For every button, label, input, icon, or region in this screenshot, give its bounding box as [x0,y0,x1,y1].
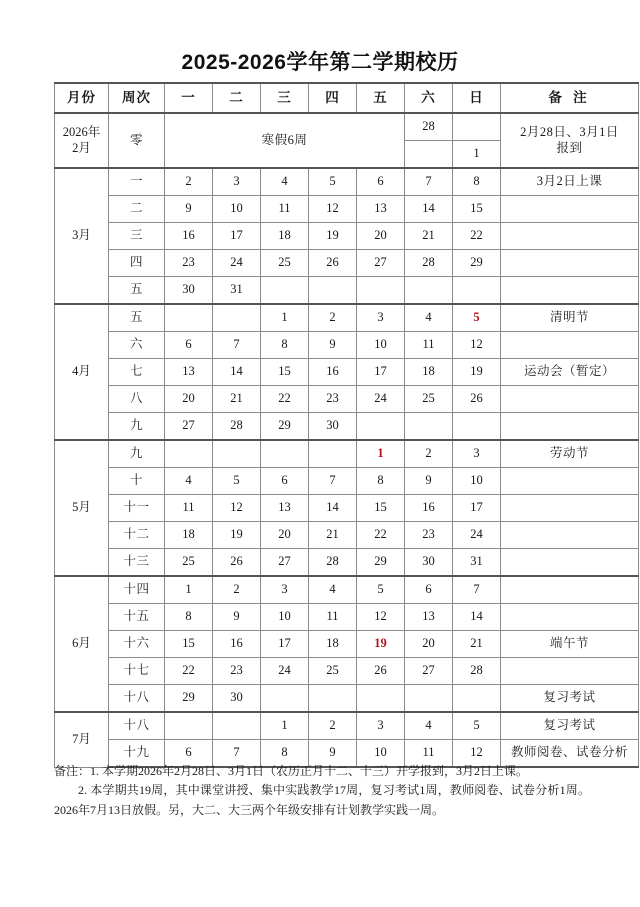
day-cell-thursday: 16 [309,359,357,386]
day-cell-sunday: 1 [453,141,501,169]
remark-cell: 教师阅卷、试卷分析 [501,740,639,768]
day-cell-friday [357,413,405,441]
day-cell-tuesday: 7 [213,740,261,768]
day-cell-thursday [309,440,357,468]
day-cell-tuesday: 30 [213,685,261,713]
table-row [55,685,639,713]
week-number: 四 [109,250,165,277]
remark-cell [501,549,639,577]
day-cell-saturday: 13 [405,604,453,631]
day-cell-wednesday: 15 [261,359,309,386]
column-header-week: 周次 [109,83,165,113]
table-row [55,576,639,604]
day-cell-monday: 22 [165,658,213,685]
week-number: 一 [109,168,165,196]
day-cell-sunday [453,277,501,305]
day-cell-sunday: 3 [453,440,501,468]
day-cell-thursday [309,685,357,713]
day-cell-monday: 16 [165,223,213,250]
day-cell-saturday: 16 [405,495,453,522]
week-number: 九 [109,440,165,468]
table-row [55,250,639,277]
table-row [55,522,639,549]
day-cell-saturday [405,685,453,713]
day-cell-sunday: 17 [453,495,501,522]
day-cell-friday: 22 [357,522,405,549]
table-row [55,549,639,577]
footer-notes [54,762,590,820]
day-cell-saturday: 9 [405,468,453,495]
day-cell-tuesday: 2 [213,576,261,604]
day-cell-monday: 30 [165,277,213,305]
day-cell-thursday: 19 [309,223,357,250]
day-cell-sunday: 29 [453,250,501,277]
day-cell-saturday: 27 [405,658,453,685]
week-number: 八 [109,386,165,413]
month-label: 6月 [55,576,109,712]
day-cell-friday: 8 [357,468,405,495]
remark-cell [501,604,639,631]
remark-cell: 2月28日、3月1日 报到 [501,113,639,168]
day-cell-tuesday: 10 [213,196,261,223]
week-number: 十一 [109,495,165,522]
day-cell-tuesday [213,440,261,468]
day-cell-tuesday: 23 [213,658,261,685]
day-cell-wednesday: 25 [261,250,309,277]
day-cell-friday: 15 [357,495,405,522]
day-cell-tuesday: 26 [213,549,261,577]
remark-cell [501,386,639,413]
day-cell-tuesday: 12 [213,495,261,522]
day-cell-monday: 4 [165,468,213,495]
table-row [55,277,639,305]
day-cell-friday: 27 [357,250,405,277]
remark-cell [501,576,639,604]
day-cell-thursday: 4 [309,576,357,604]
day-cell-monday: 25 [165,549,213,577]
day-cell-saturday: 4 [405,304,453,332]
day-cell-sunday: 12 [453,332,501,359]
day-cell-wednesday: 10 [261,604,309,631]
day-cell-thursday: 28 [309,549,357,577]
day-cell-sunday: 5 [453,304,501,332]
day-cell-thursday: 26 [309,250,357,277]
day-cell-sunday: 5 [453,712,501,740]
day-cell-sunday: 22 [453,223,501,250]
week-number: 五 [109,304,165,332]
remark-cell: 复习考试 [501,712,639,740]
day-cell-friday: 13 [357,196,405,223]
day-cell-saturday: 23 [405,522,453,549]
day-cell-saturday: 7 [405,168,453,196]
day-cell-wednesday: 22 [261,386,309,413]
day-cell-saturday: 28 [405,113,453,141]
column-header-month: 月份 [55,83,109,113]
footer-note-2: 2. 本学期共19周，其中课堂讲授、集中实践教学17周，复习考试1周，教师阅卷、试卷分析1周。2026年7月13日放假。另，大二、大三两个年级安排有计划教学实践一周。 [54,783,590,817]
remark-cell [501,332,639,359]
table-row [55,359,639,386]
day-cell-thursday [309,277,357,305]
week-number: 十 [109,468,165,495]
table-row [55,631,639,658]
day-cell-tuesday: 31 [213,277,261,305]
day-cell-tuesday: 3 [213,168,261,196]
day-cell-sunday: 14 [453,604,501,631]
day-cell-monday [165,712,213,740]
day-cell-monday: 23 [165,250,213,277]
table-row [55,304,639,332]
column-header-saturday: 六 [405,83,453,113]
day-cell-saturday: 2 [405,440,453,468]
day-cell-sunday: 7 [453,576,501,604]
day-cell-sunday: 26 [453,386,501,413]
remark-cell: 复习考试 [501,685,639,713]
day-cell-monday: 29 [165,685,213,713]
day-cell-thursday: 9 [309,332,357,359]
remark-cell [501,522,639,549]
week-number: 二 [109,196,165,223]
week-number: 十七 [109,658,165,685]
week-number: 十五 [109,604,165,631]
table-row [55,386,639,413]
remark-cell [501,196,639,223]
day-cell-saturday: 28 [405,250,453,277]
day-cell-tuesday [213,712,261,740]
day-cell-tuesday: 21 [213,386,261,413]
column-header-sunday: 日 [453,83,501,113]
day-cell-thursday: 18 [309,631,357,658]
day-cell-thursday: 2 [309,712,357,740]
remark-cell [501,468,639,495]
day-cell-wednesday [261,685,309,713]
week-number: 七 [109,359,165,386]
column-header-thursday: 四 [309,83,357,113]
table-row [55,168,639,196]
day-cell-monday: 2 [165,168,213,196]
day-cell-tuesday: 7 [213,332,261,359]
day-cell-saturday [405,141,453,169]
day-cell-monday: 18 [165,522,213,549]
table-row [55,712,639,740]
table-header [55,83,639,113]
day-cell-thursday: 5 [309,168,357,196]
day-cell-saturday: 14 [405,196,453,223]
day-cell-friday: 26 [357,658,405,685]
day-cell-saturday: 20 [405,631,453,658]
month-label-february: 2026年 2月 [55,113,109,168]
day-cell-monday: 9 [165,196,213,223]
day-cell-monday: 20 [165,386,213,413]
day-cell-wednesday [261,277,309,305]
table-row [55,196,639,223]
day-cell-friday: 12 [357,604,405,631]
day-cell-wednesday: 8 [261,332,309,359]
remark-cell [501,277,639,305]
week-number: 三 [109,223,165,250]
day-cell-saturday: 11 [405,332,453,359]
day-cell-monday: 1 [165,576,213,604]
remark-cell [501,495,639,522]
week-number: 十六 [109,631,165,658]
day-cell-thursday: 14 [309,495,357,522]
day-cell-wednesday: 6 [261,468,309,495]
remark-cell [501,658,639,685]
month-label: 4月 [55,304,109,440]
day-cell-friday: 10 [357,332,405,359]
day-cell-wednesday: 11 [261,196,309,223]
table-row [55,658,639,685]
column-header-wednesday: 三 [261,83,309,113]
day-cell-wednesday: 4 [261,168,309,196]
column-header-tuesday: 二 [213,83,261,113]
remark-cell: 运动会（暂定） [501,359,639,386]
week-number: 零 [109,113,165,168]
day-cell-saturday: 25 [405,386,453,413]
column-header-remark: 备 注 [501,83,639,113]
day-cell-thursday: 25 [309,658,357,685]
day-cell-tuesday: 5 [213,468,261,495]
remark-cell: 劳动节 [501,440,639,468]
month-label: 5月 [55,440,109,576]
week-number: 六 [109,332,165,359]
day-cell-monday: 6 [165,740,213,768]
day-cell-friday: 1 [357,440,405,468]
day-cell-tuesday: 14 [213,359,261,386]
day-cell-saturday: 6 [405,576,453,604]
day-cell-wednesday: 1 [261,304,309,332]
day-cell-tuesday: 9 [213,604,261,631]
remark-cell [501,223,639,250]
month-label: 7月 [55,712,109,767]
week-number: 五 [109,277,165,305]
day-cell-tuesday: 28 [213,413,261,441]
day-cell-tuesday: 19 [213,522,261,549]
day-cell-thursday: 23 [309,386,357,413]
day-cell-thursday: 11 [309,604,357,631]
day-cell-thursday: 2 [309,304,357,332]
day-cell-thursday: 21 [309,522,357,549]
day-cell-sunday: 19 [453,359,501,386]
day-cell-friday: 6 [357,168,405,196]
day-cell-friday: 3 [357,712,405,740]
day-cell-sunday: 10 [453,468,501,495]
week-number: 十三 [109,549,165,577]
day-cell-wednesday [261,440,309,468]
day-cell-sunday [453,413,501,441]
column-header-friday: 五 [357,83,405,113]
day-cell-monday [165,440,213,468]
week-number: 十四 [109,576,165,604]
day-cell-wednesday: 18 [261,223,309,250]
day-cell-wednesday: 17 [261,631,309,658]
academic-calendar-table [54,82,639,768]
day-cell-monday: 8 [165,604,213,631]
day-cell-sunday: 28 [453,658,501,685]
day-cell-wednesday: 27 [261,549,309,577]
day-cell-monday: 15 [165,631,213,658]
day-cell-thursday: 30 [309,413,357,441]
day-cell-sunday: 21 [453,631,501,658]
day-cell-friday [357,685,405,713]
day-cell-thursday: 12 [309,196,357,223]
day-cell-wednesday: 24 [261,658,309,685]
day-cell-tuesday: 24 [213,250,261,277]
table-row [55,468,639,495]
table-body [55,113,639,767]
table-row [55,413,639,441]
day-cell-friday: 19 [357,631,405,658]
remark-cell: 3月2日上课 [501,168,639,196]
week-number: 十八 [109,712,165,740]
day-cell-friday: 10 [357,740,405,768]
week-number: 十九 [109,740,165,768]
page-title: 2025-2026学年第二学期校历 [181,51,459,74]
remark-cell: 清明节 [501,304,639,332]
day-cell-monday: 6 [165,332,213,359]
day-cell-wednesday: 29 [261,413,309,441]
day-cell-saturday: 11 [405,740,453,768]
table-row [55,440,639,468]
day-cell-wednesday: 3 [261,576,309,604]
remark-cell [501,413,639,441]
day-cell-sunday: 12 [453,740,501,768]
day-cell-friday: 5 [357,576,405,604]
day-cell-monday: 27 [165,413,213,441]
week-number: 十二 [109,522,165,549]
day-cell-saturday: 4 [405,712,453,740]
day-cell-saturday [405,277,453,305]
day-cell-thursday: 7 [309,468,357,495]
day-cell-friday: 17 [357,359,405,386]
day-cell-thursday: 9 [309,740,357,768]
table-row [55,223,639,250]
month-label: 3月 [55,168,109,304]
day-cell-friday: 20 [357,223,405,250]
day-cell-sunday: 24 [453,522,501,549]
day-cell-tuesday: 16 [213,631,261,658]
table-row [55,113,639,141]
day-cell-saturday: 18 [405,359,453,386]
table-row [55,332,639,359]
day-cell-sunday: 31 [453,549,501,577]
remark-cell [501,250,639,277]
day-cell-wednesday: 13 [261,495,309,522]
day-cell-monday: 13 [165,359,213,386]
day-cell-friday [357,277,405,305]
day-cell-monday [165,304,213,332]
winter-break-banner: 寒假6周 [165,113,405,168]
footer-note-1: 备注：1. 本学期2026年2月28日、3月1日（农历正月十二、十三）开学报到，3月2日上课。 [54,764,529,778]
week-number: 九 [109,413,165,441]
day-cell-saturday [405,413,453,441]
day-cell-sunday [453,685,501,713]
day-cell-tuesday: 17 [213,223,261,250]
day-cell-saturday: 21 [405,223,453,250]
table-row [55,495,639,522]
calendar-table-wrapper [54,82,628,768]
day-cell-sunday [453,113,501,141]
column-header-monday: 一 [165,83,213,113]
day-cell-sunday: 8 [453,168,501,196]
header-row [55,83,639,113]
day-cell-friday: 29 [357,549,405,577]
day-cell-wednesday: 1 [261,712,309,740]
day-cell-friday: 24 [357,386,405,413]
day-cell-friday: 3 [357,304,405,332]
day-cell-tuesday [213,304,261,332]
remark-cell: 端午节 [501,631,639,658]
table-row [55,604,639,631]
day-cell-monday: 11 [165,495,213,522]
day-cell-wednesday: 8 [261,740,309,768]
day-cell-sunday: 15 [453,196,501,223]
week-number: 十八 [109,685,165,713]
day-cell-wednesday: 20 [261,522,309,549]
day-cell-saturday: 30 [405,549,453,577]
